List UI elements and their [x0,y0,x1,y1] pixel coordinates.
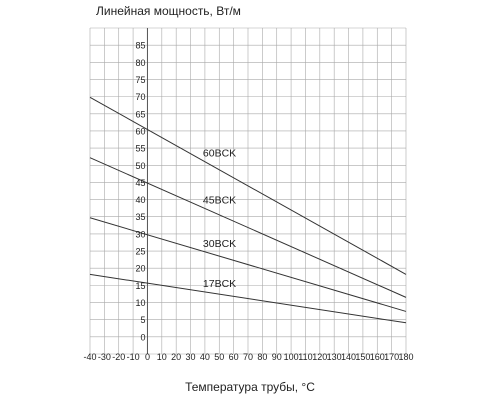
x-tick-label: 100 [283,352,299,362]
x-tick-label: 160 [369,352,385,362]
series-label: 17BCK [202,277,237,290]
y-tick-label: 25 [135,246,146,257]
y-tick-label: 50 [135,160,146,171]
y-tick-label: 40 [135,195,146,206]
x-tick-label: 150 [355,352,371,362]
x-tick-label: 40 [199,352,210,362]
series-label: 60BCK [202,147,237,160]
y-tick-label: 30 [135,229,146,240]
y-tick-label: 55 [135,143,146,154]
y-tick-label: 15 [135,280,146,291]
y-tick-label: 85 [135,40,146,51]
x-tick-label: 70 [242,352,254,362]
y-tick-label: 75 [135,74,146,85]
y-tick-label: 0 [140,332,146,343]
y-tick-label: 60 [135,126,146,137]
y-tick-label: 70 [135,92,146,103]
x-tick-label: 20 [171,352,182,362]
x-tick-label: 60 [228,352,239,362]
x-tick-label: 170 [384,352,400,362]
y-tick-label: 5 [140,315,146,326]
x-tick-label: -10 [126,352,140,362]
y-tick-label: 35 [135,212,146,223]
series-label: 30BCK [202,237,237,250]
x-tick-label: 180 [398,352,414,362]
x-tick-label: -40 [83,352,97,362]
series-label: 45BCK [202,194,237,207]
y-tick-label: 10 [135,298,146,309]
y-tick-label: 80 [135,57,146,68]
x-tick-label: 110 [298,352,313,362]
y-tick-label: 65 [135,109,146,120]
x-tick-label: 0 [144,352,150,362]
x-tick-label: -30 [97,352,111,362]
x-axis-title: Температура трубы, °С [185,380,315,394]
x-tick-label: 10 [156,352,167,362]
x-tick-label: 30 [185,352,196,362]
x-tick-label: 120 [312,352,328,362]
x-tick-label: -20 [112,352,126,362]
y-tick-label: 20 [135,263,146,274]
x-tick-label: 90 [271,352,282,362]
y-tick-labels [135,41,145,343]
y-axis-title: Линейная мощность, Вт/м [96,4,241,18]
x-tick-label: 50 [214,352,225,362]
x-tick-label: 80 [257,352,268,362]
x-tick-labels [83,352,413,362]
x-tick-label: 130 [326,352,342,362]
x-tick-label: 140 [341,352,357,362]
y-tick-label: 45 [135,177,146,188]
